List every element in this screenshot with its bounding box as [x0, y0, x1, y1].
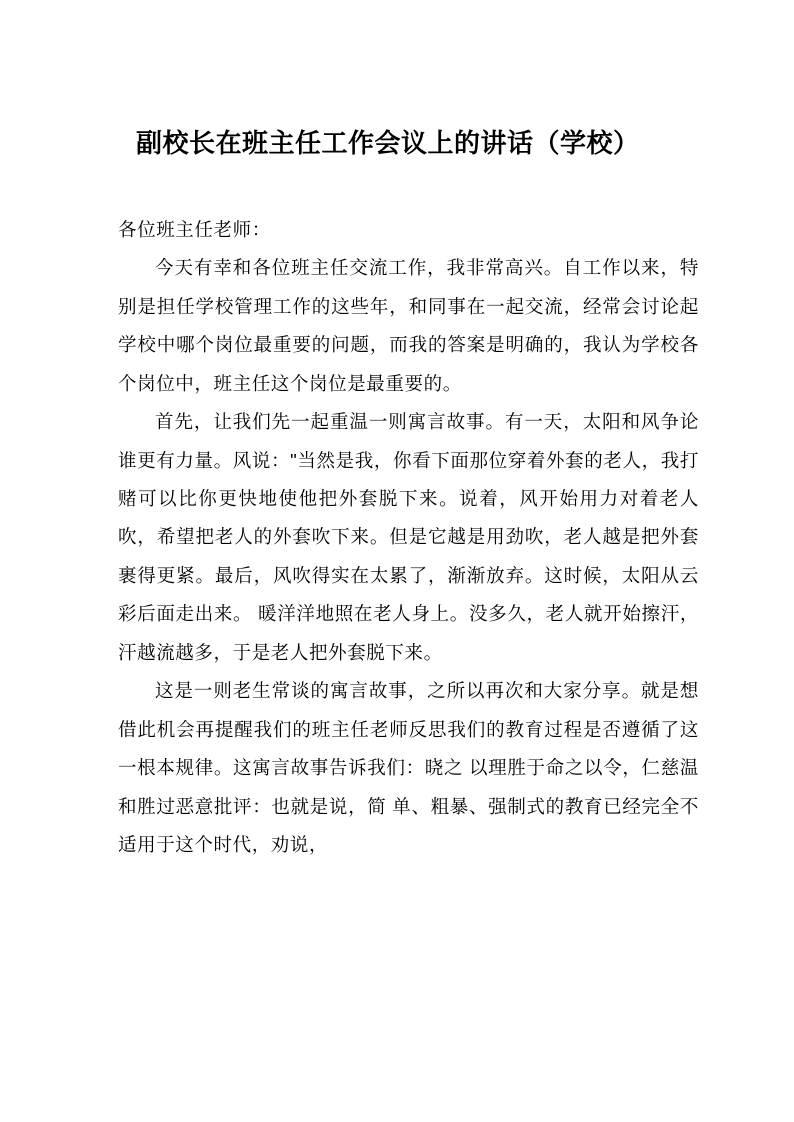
paragraph-3: 这是一则老生常谈的寓言故事，之所以再次和大家分享。就是想借此机会再提醒我们的班主任老师反思我们的教育过程是否遵循了这一根本规律。这寓言故事告诉我们：晓之 以理胜于命之以令，仁慈温和胜过恶意批评：也就是说，简 单、粗暴、强制式的教育已经完全不适用于这个时代，劝说， [118, 680, 699, 856]
paragraph-1: 今天有幸和各位班主任交流工作，我非常高兴。自工作以来，特别是担任学校管理工作的这些年，和同事在一起交流，经常会讨论起学校中哪个岗位最重要的问题，而我的答案是明确的，我认为学校各个岗位中，班主任这个岗位是最重要的。 [118, 257, 699, 394]
paragraph-2: 首先，让我们先一起重温一则寓言故事。有一天，太阳和风争论谁更有力量。风说："当然是我，你看下面那位穿着外套的老人，我打赌可以比你更快地使他把外套脱下来。说着，风开始用力对着老人吹，希望把老人的外套吹下来。但是它越是用劲吹，老人越是把外套裹得更紧。最后，风吹得实在太累了，渐渐放弃。这时候，太阳从云彩后面走出来。 暖洋洋地照在老人身上。没多久，老人就开始擦汗，汗越流越多，于是老人把外套脱下来。 [118, 411, 699, 663]
page-title: 副校长在班主任工作会议上的讲话（学校） [136, 128, 640, 158]
paragraph-salutation: 各位班主任老师： [118, 218, 271, 240]
document-body [118, 211, 699, 865]
